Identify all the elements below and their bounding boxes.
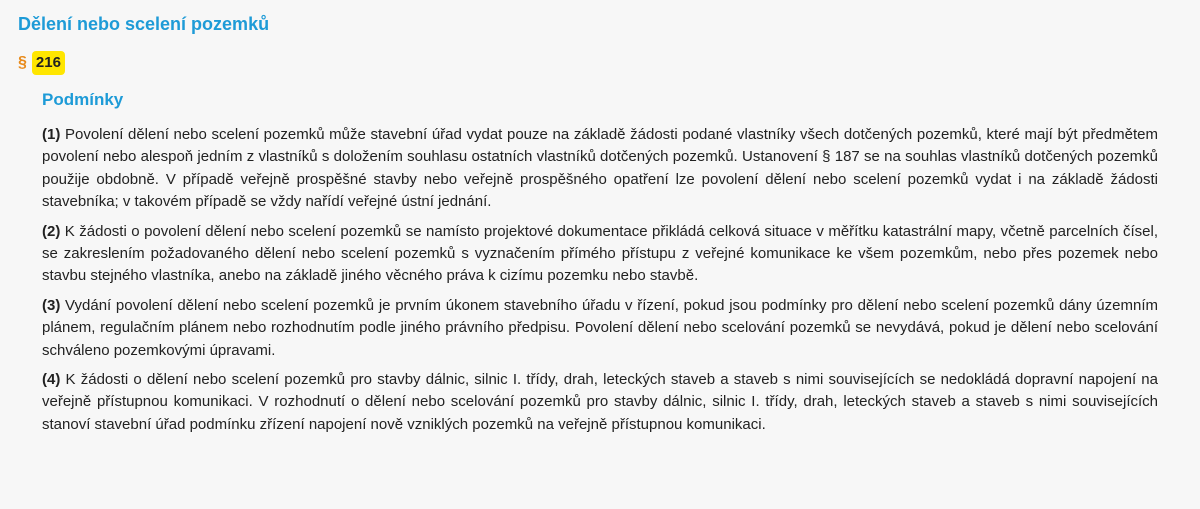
section-subheading: Podmínky bbox=[42, 90, 124, 109]
paragraph-3 bbox=[42, 295, 1158, 362]
section-marker bbox=[18, 51, 65, 75]
paragraph-text: K žádosti o dělení nebo scelení pozemků pro stavby dálnic, silnic I. třídy, drah, leteckých staveb a staveb s nimi souvisejících se nedokládá dopravní napojení na veřejně přístupnou komunikaci. V rozhodnutí o dělení nebo scelování pozemků pro stavby dálnic, silnic I. třídy, drah, leteckých staveb a staveb s nimi souvisejících stanoví stavební úřad podmínku zřízení napojení nově vzniklých pozemků na veřejně přístupnou komunikaci. bbox=[42, 371, 1158, 433]
paragraph-1 bbox=[42, 124, 1158, 214]
paragraph-number: (1) bbox=[42, 126, 61, 143]
paragraph-number: (4) bbox=[42, 371, 61, 389]
paragraph-text: Vydání povolení dělení nebo scelení pozemků je prvním úkonem stavebního úřadu v řízení, pokud jsou podmínky pro dělení nebo scelení pozemků dány územním plánem, regulačním plánem nebo rozhodnutím podle jiného právního předpisu. Povolení dělení nebo scelování pozemků se nevydává, pokud je dělení nebo scelování schváleno pozemkovými úpravami. bbox=[42, 296, 1158, 359]
paragraph-text: K žádosti o povolení dělení nebo scelení pozemků se namísto projektové dokumentace přikládá celková situace v měřítku katastrální mapy, včetně parcelních čísel, se zakreslením požadovaného dělení nebo scelení pozemků s vyznačením přímého přístupu z veřejné komunikace ke všem pozemkům, nebo přes pozemek nebo stavbu stejného vlastníka, anebo na základě jiného věcného práva k cizímu pozemku nebo stavbě. bbox=[42, 222, 1158, 285]
paragraph-2 bbox=[42, 221, 1158, 288]
page-title: Dělení nebo scelení pozemků bbox=[18, 14, 270, 34]
paragraph-text: Povolení dělení nebo scelení pozemků může stavební úřad vydat pouze na základě žádosti podané vlastníky všech dotčených pozemků, které mají být předmětem povolení nebo alespoň jedním z vlastníků s doložením souhlasu ostatních vlastníků dotčených pozemků. Ustanovení § 187 se na souhlas vlastníků dotčených pozemků použije obdobně. V případě veřejně prospěšné stavby nebo veřejně prospěšného opatření lze povolení dělení nebo scelení pozemků vydat i na základě žádosti stavebníka; v takovém případě se vždy nařídí veřejné ústní jednání. bbox=[42, 126, 1158, 211]
paragraph-number: (2) bbox=[42, 222, 61, 240]
paragraph-list bbox=[42, 124, 1158, 443]
paragraph-number: (3) bbox=[42, 296, 61, 314]
section-symbol: § bbox=[18, 54, 27, 71]
paragraph-4 bbox=[42, 369, 1158, 436]
section-number-badge[interactable]: 216 bbox=[32, 51, 65, 75]
